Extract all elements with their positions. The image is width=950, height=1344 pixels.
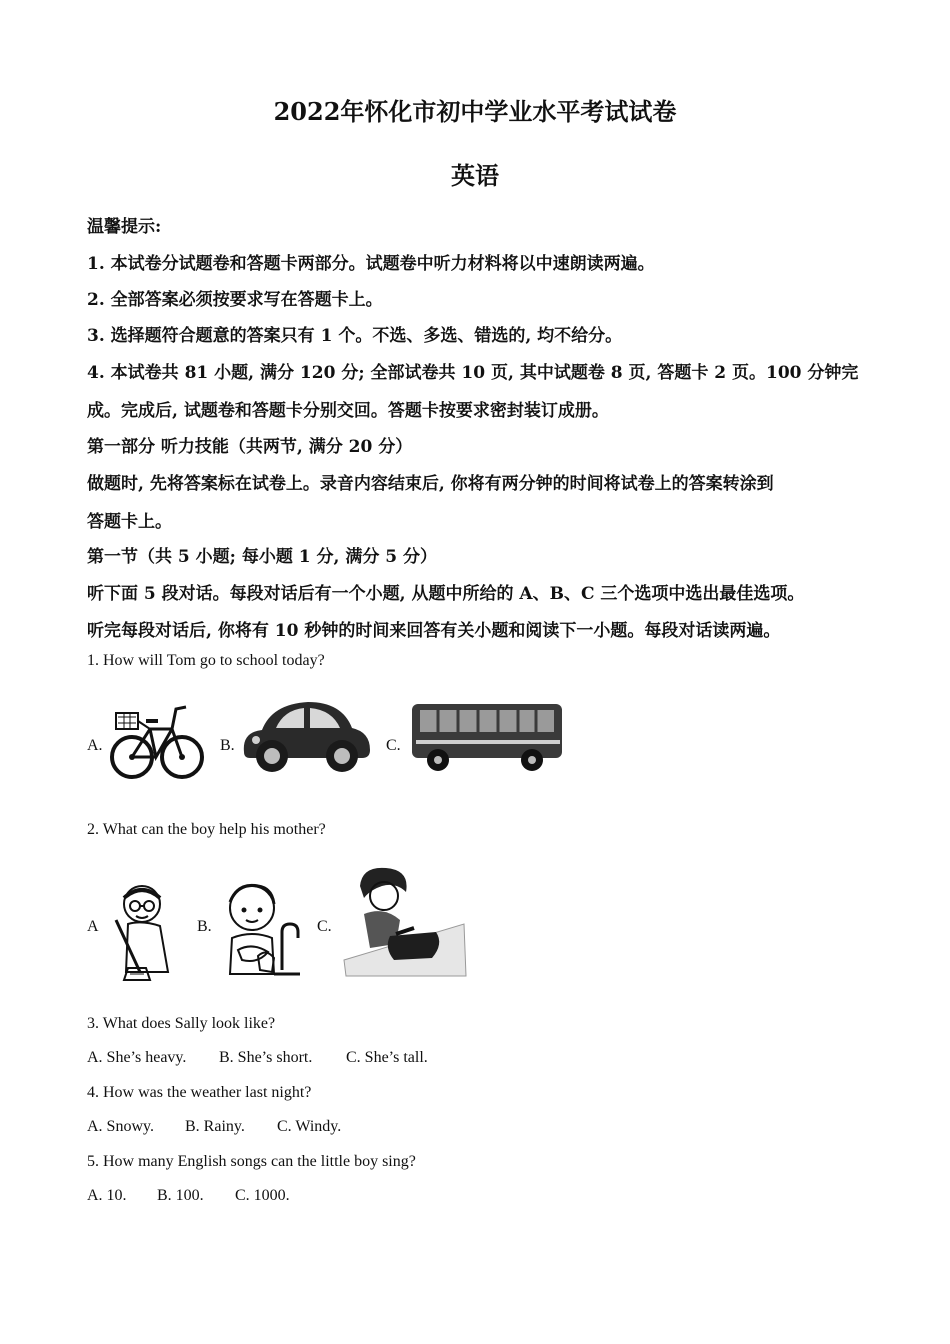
subject-title: 英语 (451, 161, 499, 190)
q4-option-a: A. Snowy. (87, 1118, 154, 1135)
part1-instruction-1: 做题时, 先将答案标在试卷上。录音内容结束后, 你将有两分钟的时间将试卷上的答案转涂到 (87, 474, 774, 494)
q1-option-b-label: B. (220, 737, 235, 754)
car-icon (238, 696, 374, 776)
q5-option-b: B. 100. (157, 1187, 204, 1204)
q5-option-a: A. 10. (87, 1187, 127, 1204)
notice-item-1: 1. 本试卷分试题卷和答题卡两部分。试题卷中听力材料将以中速朗读两遍。 (87, 254, 655, 274)
bicycle-icon (106, 695, 206, 781)
q2-option-c-label: C. (317, 918, 332, 935)
section1-heading: 第一节（共 5 小题; 每小题 1 分, 满分 5 分） (87, 547, 438, 567)
question-5: 5. How many English songs can the little boy sing? (87, 1153, 416, 1170)
q5-option-c: C. 1000. (235, 1187, 290, 1204)
question-2: 2. What can the boy help his mother? (87, 821, 326, 838)
q4-option-b: B. Rainy. (185, 1118, 245, 1135)
q3-option-a: A. She’s heavy. (87, 1049, 187, 1066)
ironing-boy-icon (340, 864, 468, 980)
sweeping-boy-icon (106, 880, 182, 986)
section1-line-1: 听下面 5 段对话。每段对话后有一个小题, 从题中所给的 A、B、C 三个选项中选出最佳选项。 (87, 584, 805, 604)
q1-option-c-label: C. (386, 737, 401, 754)
question-3: 3. What does Sally look like? (87, 1015, 276, 1032)
notice-heading: 温馨提示: (87, 217, 162, 237)
question-1: 1. How will Tom go to school today? (87, 652, 325, 669)
q1-option-a-label: A. (87, 737, 103, 754)
q4-option-c: C. Windy. (277, 1118, 342, 1135)
part1-instruction-2: 答题卡上。 (87, 512, 172, 532)
notice-item-4-cont: 成。完成后, 试题卷和答题卡分别交回。答题卡按要求密封装订成册。 (87, 401, 609, 421)
notice-item-4: 4. 本试卷共 81 小题, 满分 120 分; 全部试卷共 10 页, 其中试题卷 8 页, 答题卡 2 页。100 分钟完 (87, 363, 859, 383)
washing-boy-icon (218, 878, 304, 978)
q3-option-c: C. She’s tall. (346, 1049, 428, 1066)
part1-heading: 第一部分 听力技能（共两节, 满分 20 分） (87, 437, 413, 457)
q3-option-b: B. She’s short. (219, 1049, 313, 1066)
bus-icon (408, 700, 566, 774)
exam-title: 2022年怀化市初中学业水平考试试卷 (273, 97, 677, 126)
q2-option-a-label: A (87, 918, 99, 935)
section1-line-2: 听完每段对话后, 你将有 10 秒钟的时间来回答有关小题和阅读下一小题。每段对话读两遍。 (87, 621, 781, 641)
notice-item-2: 2. 全部答案必须按要求写在答题卡上。 (87, 290, 383, 310)
question-4: 4. How was the weather last night? (87, 1084, 312, 1101)
notice-item-3: 3. 选择题符合题意的答案只有 1 个。不选、多选、错选的, 均不给分。 (87, 326, 623, 346)
q2-option-b-label: B. (197, 918, 212, 935)
